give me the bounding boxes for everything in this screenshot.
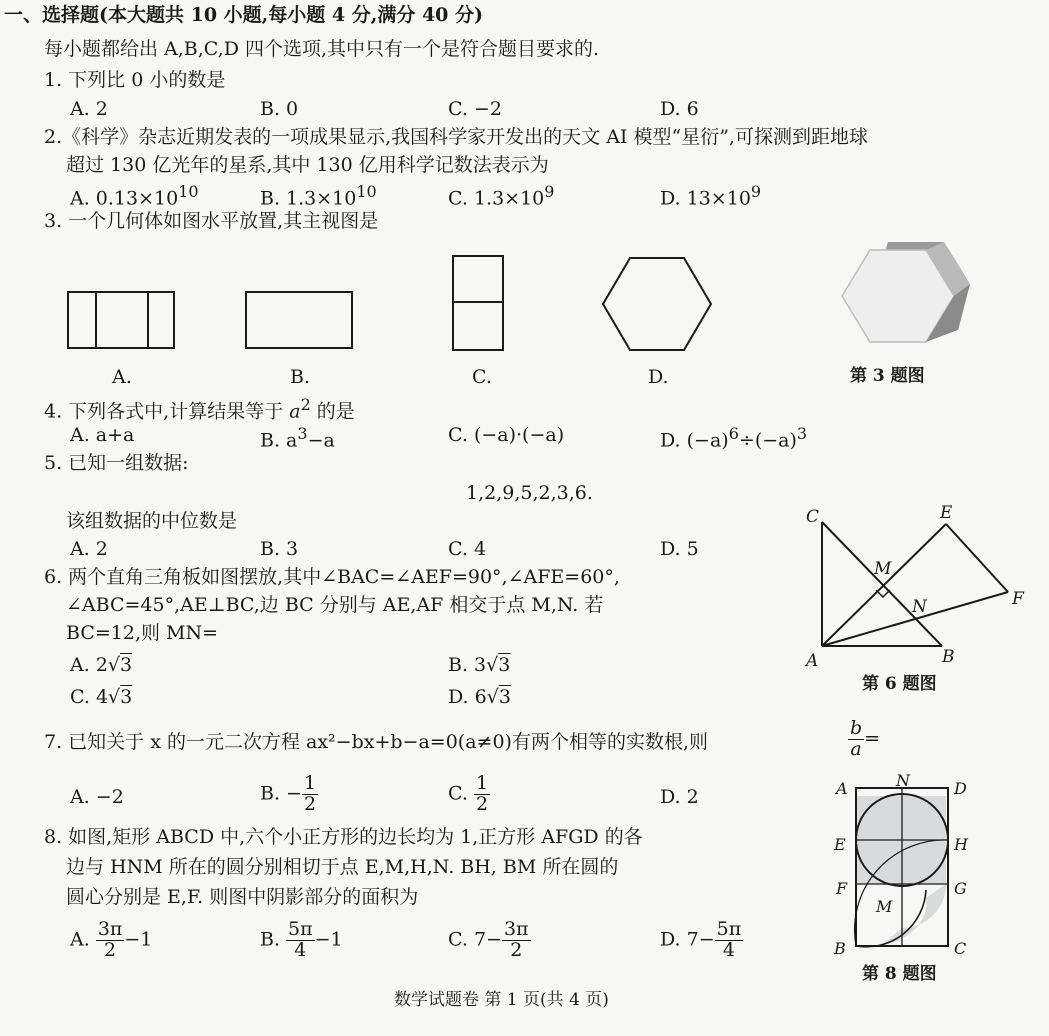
q8-label-d: D: [954, 779, 967, 798]
q8-label-a: A: [836, 779, 848, 798]
page-footer: 数学试题卷 第 1 页(共 4 页): [394, 990, 609, 1010]
q2-option-c: C. $1.3\times 10^9$: [448, 182, 555, 210]
q7-option-b: B. − $\frac{1}{2}$: [260, 772, 317, 815]
q6-option-a: A. 2√3: [70, 654, 133, 676]
q7-option-a: A. −2: [70, 786, 124, 808]
section-header: 一、选择题(本大题共 10 小题,每小题 4 分,满分 40 分): [4, 4, 483, 26]
q1-option-d: D. 6: [660, 98, 699, 120]
q8-line2: 边与 HNM 所在的圆分别相切于点 E,M,H,N. BH, BM 所在圆的: [66, 856, 619, 878]
q8-label-g: G: [954, 879, 967, 898]
q4-stem: 4. 下列各式中,计算结果等于 $a^2$ 的是: [44, 395, 355, 423]
q8-label-n: N: [896, 771, 910, 790]
q6-label-a: A: [806, 651, 819, 671]
q6-label-f: F: [1012, 589, 1024, 609]
q1-option-a: A. 2: [70, 98, 108, 120]
q3-option-a-label: A.: [112, 366, 132, 388]
section-instruction: 每小题都给出 A,B,C,D 四个选项,其中只有一个是符合题目要求的.: [44, 38, 600, 60]
q6-right-angle-mark: [876, 590, 890, 597]
q3-figures: [0, 240, 1049, 380]
q2-option-a: A. $0.13\times 10^{10}$: [70, 182, 199, 210]
q8-option-b: B. $\frac{5\pi}{4}$ −1: [260, 918, 343, 961]
q2-option-d: D. $13\times 10^9$: [660, 182, 762, 210]
q7-option-d: D. 2: [660, 786, 699, 808]
q3-option-b-label: B.: [290, 366, 311, 388]
q7-option-c: C. $\frac{1}{2}$: [448, 772, 489, 815]
q3-option-c-drawing: [453, 256, 503, 350]
q1-option-b: B. 0: [260, 98, 299, 120]
q5-option-d: D. 5: [660, 538, 699, 560]
q6-line2: ∠ABC=45°,AE⊥BC,边 BC 分别与 AE,AF 相交于点 M,N. 若: [66, 594, 604, 616]
q3-option-a-drawing: [68, 292, 174, 348]
q3-option-d-label: D.: [648, 366, 669, 388]
q6-option-b: B. 3√3: [448, 654, 511, 676]
q3-option-d-drawing: [603, 258, 711, 350]
q2-line2: 超过 130 亿光年的星系,其中 130 亿用科学记数法表示为: [66, 154, 549, 176]
q6-label-b: B: [942, 647, 955, 667]
q5-data: 1,2,9,5,2,3,6.: [466, 482, 593, 504]
q7-fraction: $\frac{b}{a}$ =: [850, 717, 881, 760]
q8-figure-caption: 第 8 题图: [862, 964, 937, 984]
q8-option-d: D. 7− $\frac{5\pi}{4}$: [660, 918, 742, 961]
q3-option-b-drawing: [246, 292, 352, 348]
q7-stem: 7. 已知关于 x 的一元二次方程 ax²−bx+b−a=0(a≠0)有两个相等的实数根,则: [44, 731, 708, 753]
q6-label-m: M: [874, 559, 892, 579]
q8-line3: 圆心分别是 E,F. 则图中阴影部分的面积为: [66, 886, 419, 908]
q3-solid-figure: [842, 242, 970, 342]
q8-line1: 8. 如图,矩形 ABCD 中,六个小正方形的边长均为 1,正方形 AFGD 的各: [44, 826, 643, 848]
q8-label-c: C: [954, 939, 967, 958]
q8-option-c: C. 7− $\frac{3\pi}{2}$: [448, 918, 529, 961]
q1-stem: 1. 下列比 0 小的数是: [44, 69, 226, 91]
q5-option-a: A. 2: [70, 538, 108, 560]
q8-label-f: F: [836, 879, 848, 898]
q2-option-b: B. $1.3\times 10^{10}$: [260, 182, 377, 210]
q6-option-d: D. 6√3: [448, 686, 511, 708]
q5-option-c: C. 4: [448, 538, 487, 560]
q6-edge-ef: [946, 524, 1008, 592]
q1-option-c: C. −2: [448, 98, 502, 120]
q8-shaded-region: [856, 796, 946, 946]
q6-line3: BC=12,则 MN=: [66, 622, 219, 644]
q8-option-a: A. $\frac{3\pi}{2}$ −1: [70, 918, 153, 961]
q5-question: 该组数据的中位数是: [66, 510, 238, 532]
q4-option-b: B. $a^3-a$: [260, 424, 335, 452]
q5-option-b: B. 3: [260, 538, 299, 560]
q8-label-h: H: [954, 835, 968, 854]
q6-option-c: C. 4√3: [70, 686, 133, 708]
q4-option-a: A. a+a: [70, 424, 135, 446]
q8-figure: [826, 770, 986, 970]
q8-label-m: M: [876, 897, 893, 916]
q8-label-b: B: [834, 939, 846, 958]
q5-stem: 5. 已知一组数据:: [44, 452, 189, 474]
q3-stem: 3. 一个几何体如图水平放置,其主视图是: [44, 210, 379, 232]
q2-line1: 2.《科学》杂志近期发表的一项成果显示,我国科学家开发出的天文 AI 模型“星衍”,可探测到距地球: [44, 126, 868, 148]
q6-label-e: E: [940, 503, 953, 523]
q4-option-d: D. $(-a)^6\div(-a)^3$: [660, 424, 808, 452]
q6-label-c: C: [806, 507, 820, 527]
q3-figure-caption: 第 3 题图: [850, 366, 925, 386]
q6-label-n: N: [912, 597, 927, 617]
q6-line1: 6. 两个直角三角板如图摆放,其中∠BAC=∠AEF=90°,∠AFE=60°,: [44, 566, 620, 588]
q4-option-c: C. (−a)·(−a): [448, 424, 565, 446]
q3-option-c-label: C.: [472, 366, 492, 388]
q8-label-e: E: [834, 835, 846, 854]
q6-figure-caption: 第 6 题图: [862, 674, 937, 694]
